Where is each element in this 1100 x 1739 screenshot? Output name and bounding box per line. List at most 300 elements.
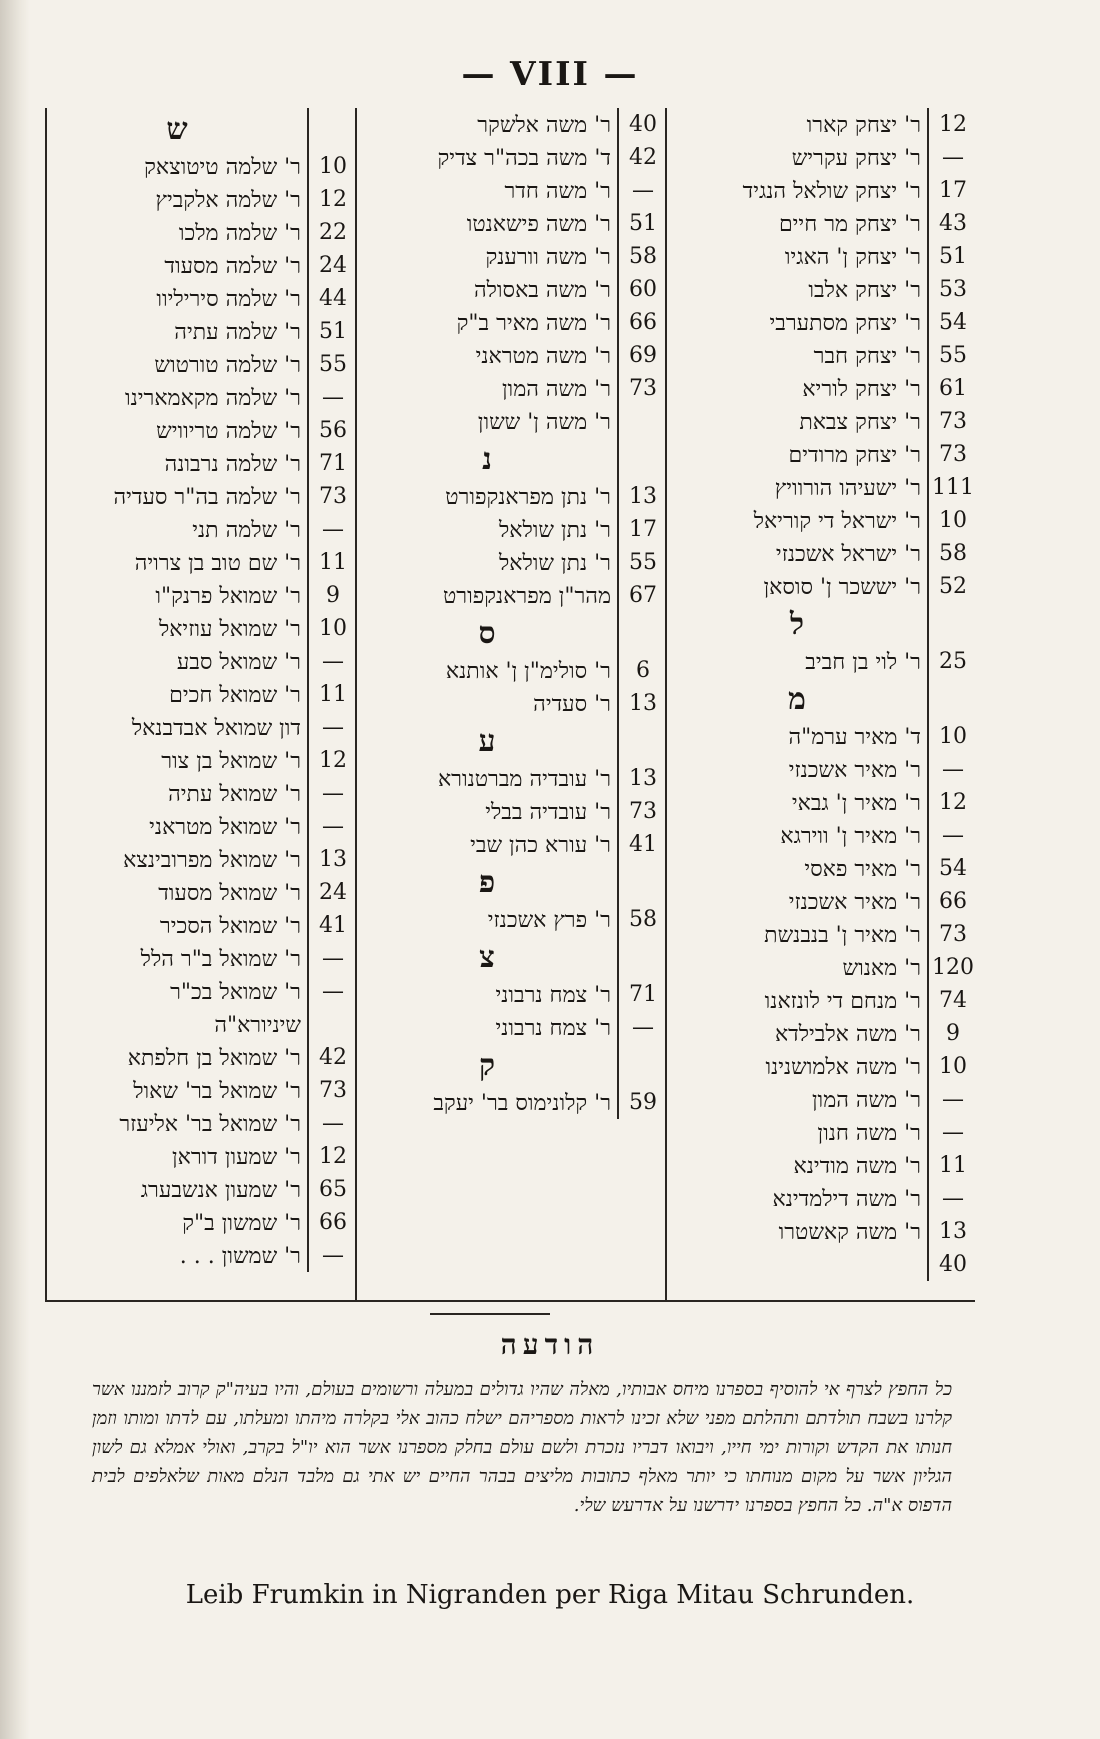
page-reference: 65: [307, 1173, 357, 1206]
page-reference: 58: [617, 903, 667, 936]
index-entry: [667, 108, 977, 141]
entry-name: ר' משה מטראני: [475, 343, 611, 369]
letter-heading-label: ש: [166, 111, 188, 147]
index-entry: [47, 612, 357, 645]
page-number: — VIII —: [461, 54, 639, 93]
index-entry: [357, 174, 667, 207]
name-index: [45, 108, 975, 1302]
index-entry: [357, 141, 667, 174]
index-entry: [47, 1173, 357, 1206]
index-entry: [667, 372, 977, 405]
index-entry: [47, 777, 357, 810]
page-reference: 58: [617, 240, 667, 273]
index-entry: [357, 828, 667, 861]
page-reference: 12: [307, 744, 357, 777]
page-reference: 73: [617, 795, 667, 828]
notice-text: כל החפץ לצרף אי להוסיף בספרנו מיחס אבותיו, מאלה שהיו גדולים במעלה ורשומים בעולם, והיו בעיה"ק קרוב לזמננו אשר קלרנו בשבח תולדתם ותהלתם מפני שלא זכינו לראות מספריהם ישלח כהוב אלי בקלרה מיהתו ומעלתו, עם לדתו ומותו וזמן חנותו את הקדש וקורות ימי חייו, ויבואו דבריו נזכרת ולשם עולם בחלק מספרנו אשר הוא יו"ל בקרב, ואולי אמלא גם לשון הגליון אשר על מקום מנוחתו כי יותר מאלף כתובות מליצים בבהר החיים יש אתי גם מלבד הנלם מאות שלאלפים לבית הדפוס א"ה. כל החפץ בספרנו ידרשנו על אדרעש שלי.: [92, 1379, 952, 1516]
index-entry: [47, 744, 357, 777]
index-entry: [357, 108, 667, 141]
entry-name: ר' מאיר ן' גבאי: [791, 790, 921, 816]
entry-name: ר' מאיר ן' בנבנשת: [764, 922, 921, 948]
entry-name: ר' קלונימוס בר' יעקב: [433, 1090, 611, 1116]
index-entry: [357, 1011, 667, 1044]
index-entry: [667, 174, 977, 207]
page-reference: [307, 108, 357, 150]
index-entry: [667, 405, 977, 438]
index-entry: [667, 852, 977, 885]
entry-name: ר' שמעון דוראן: [172, 1144, 301, 1170]
entry-name: ר' יצחק חבר: [813, 343, 921, 369]
page-reference: 59: [617, 1086, 667, 1119]
entry-name: ר' שלמה מסעוד: [164, 253, 301, 279]
index-entry: [667, 786, 977, 819]
letter-heading: [357, 936, 667, 978]
index-entry: [357, 273, 667, 306]
index-entry: [667, 645, 977, 678]
entry-name: ר' שלמה סיריליוו: [156, 286, 301, 312]
index-entry: [47, 942, 357, 975]
page-reference: [617, 936, 667, 978]
entry-name: ר' יצחק מר חיים: [778, 211, 921, 237]
index-entry: [47, 216, 357, 249]
entry-name: ר' מנחם די לונזאנו: [764, 988, 921, 1014]
letter-heading-label: ק: [478, 1047, 496, 1083]
page-reference: 52: [927, 570, 977, 603]
page-reference: 73: [927, 405, 977, 438]
entry-name: ר' משה המון: [501, 376, 611, 402]
page-reference: 73: [307, 1074, 357, 1107]
index-entry: [667, 207, 977, 240]
page-reference: [617, 1044, 667, 1086]
entry-name: ר' שלמה טריוויש: [156, 418, 301, 444]
index-entry: [357, 687, 667, 720]
page-reference: [617, 438, 667, 480]
index-entry: [667, 471, 977, 504]
index-entry: [667, 720, 977, 753]
entry-name: ד' משה בכה"ר צדיק: [437, 145, 611, 171]
page-reference: 61: [927, 372, 977, 405]
page-reference: 71: [307, 447, 357, 480]
page-reference: 54: [927, 306, 977, 339]
entry-name: ר' שלמה עתיה: [174, 319, 301, 345]
index-entry: [667, 1083, 977, 1116]
page-reference: 13: [617, 687, 667, 720]
index-entry: [667, 537, 977, 570]
entry-name: ר' שלמה מקאמארינו: [124, 385, 301, 411]
entry-name: ר' שמואל בן צור: [161, 748, 301, 774]
index-entry: [47, 711, 357, 744]
index-entry: [47, 1107, 357, 1140]
index-entry: [47, 909, 357, 942]
entry-name: ר' שמואל בר' אליעזר: [119, 1111, 301, 1137]
index-entry: [667, 1215, 977, 1248]
entry-name: ר' שמואל סבע: [176, 649, 301, 675]
page-reference: 25: [927, 645, 977, 678]
index-entry: [47, 975, 357, 1008]
page-reference: 58: [927, 537, 977, 570]
index-entry: [47, 150, 357, 183]
index-entry: [47, 1239, 357, 1272]
entry-name: ר' שמואל מסעוד: [158, 880, 301, 906]
entry-name: מהר"ן מפראנקפורט: [443, 583, 611, 609]
entry-name: ר' צמח נרבוני: [495, 982, 611, 1008]
page-reference: 10: [307, 150, 357, 183]
entry-name: ר' יצחק מרודים: [788, 442, 921, 468]
entry-name: ר' משה אלבילדא: [774, 1021, 921, 1047]
page-reference: 51: [307, 315, 357, 348]
page-reference: 24: [307, 876, 357, 909]
page-reference: 66: [617, 306, 667, 339]
index-entry: [47, 447, 357, 480]
entry-name: ר' משה חנון: [817, 1120, 921, 1146]
entry-name: ר' יצחק אלבו: [808, 277, 921, 303]
index-entry: [667, 141, 977, 174]
entry-name: ר' משה ן' ששון: [477, 409, 611, 435]
entry-name: ר' שלמה בה"ר סעדיה: [113, 484, 301, 510]
page-reference: 17: [927, 174, 977, 207]
entry-name: ר' משה באסולה: [473, 277, 611, 303]
page-reference: —: [617, 1011, 667, 1044]
page-reference: 41: [617, 828, 667, 861]
entry-name: ר' שלמה תני: [192, 517, 301, 543]
letter-heading-label: פ: [478, 864, 496, 900]
entry-name: ד' מאיר ערמ"ה: [788, 724, 921, 750]
index-entry: [667, 570, 977, 603]
index-entry: [667, 885, 977, 918]
page-reference: 42: [617, 141, 667, 174]
index-column-right: [665, 108, 977, 1300]
entry-name: ר' יצחק צבאת: [799, 409, 921, 435]
index-entry: [667, 240, 977, 273]
page-reference: 66: [927, 885, 977, 918]
page-reference: 74: [927, 984, 977, 1017]
page-reference: [617, 612, 667, 654]
page-reference: 10: [307, 612, 357, 645]
page-reference: 56: [307, 414, 357, 447]
page-reference: 12: [927, 108, 977, 141]
entry-name: ר' נתן שולאל: [498, 550, 611, 576]
entry-name: ר' שמואל עוזיאל: [158, 616, 301, 642]
entry-name: ר' משה פישאנטו: [466, 211, 611, 237]
entry-name: דון שמואל אבדבנאל: [131, 715, 301, 741]
entry-name: ר' שמואל מפרובינצא: [123, 847, 301, 873]
index-entry: [667, 918, 977, 951]
page-reference: 43: [927, 207, 977, 240]
index-entry: [47, 810, 357, 843]
index-entry: [667, 951, 977, 984]
page-reference: —: [927, 1182, 977, 1215]
page-reference: 10: [927, 1050, 977, 1083]
entry-name: ר' מאנוש: [842, 955, 921, 981]
entry-name: ר' יצחק ן' האגיו: [784, 244, 921, 270]
index-entry: [47, 381, 357, 414]
publisher-address: Leib Frumkin in Nigranden per Riga Mitau Schrunden.: [185, 1580, 915, 1610]
entry-name: ר' משה המון: [811, 1087, 921, 1113]
page-reference: —: [307, 711, 357, 744]
index-entry: [47, 876, 357, 909]
entry-name: ר' משה אלמושנינו: [765, 1054, 921, 1080]
entry-name: ר' שמואל פרנק"ו: [155, 583, 301, 609]
entry-name: ר' ישראל אשכנזי: [775, 541, 921, 567]
page-reference: 13: [307, 843, 357, 876]
index-entry: [47, 1140, 357, 1173]
letter-heading: [357, 861, 667, 903]
index-entry: [357, 903, 667, 936]
page-reference: —: [927, 753, 977, 786]
page-reference: 55: [617, 546, 667, 579]
page-reference: —: [307, 975, 357, 1008]
entry-name: ר' ישעיהו הורוויץ: [774, 475, 921, 501]
letter-heading-label: מ: [788, 681, 806, 717]
page-reference: 60: [617, 273, 667, 306]
index-entry: [357, 240, 667, 273]
page-reference: 11: [307, 546, 357, 579]
page-reference: 73: [617, 372, 667, 405]
entry-name: ר' מאיר אשכנזי: [788, 757, 921, 783]
index-entry: [47, 579, 357, 612]
page-reference: 55: [927, 339, 977, 372]
page-reference: 51: [927, 240, 977, 273]
page-reference: 55: [307, 348, 357, 381]
entry-name: ר' נתן שולאל: [498, 517, 611, 543]
entry-name: שיניורא"ה: [214, 1012, 301, 1038]
entry-name: ר' סולימ"ן ן' אותנא: [445, 658, 611, 684]
page-reference: 40: [927, 1248, 977, 1281]
entry-name: ר' עורא כהן שבי: [470, 832, 611, 858]
page-reference: 66: [307, 1206, 357, 1239]
page-reference: —: [307, 942, 357, 975]
index-entry: [357, 654, 667, 687]
index-entry: [47, 1041, 357, 1074]
index-entry: [357, 306, 667, 339]
index-entry: [667, 1050, 977, 1083]
page-reference: 69: [617, 339, 667, 372]
page-reference: [927, 678, 977, 720]
entry-name: ר' יצחק קארו: [806, 112, 921, 138]
index-entry: [47, 348, 357, 381]
index-entry: [47, 546, 357, 579]
page-reference: —: [927, 1116, 977, 1149]
page-reference: —: [927, 1083, 977, 1116]
page-reference: 73: [307, 480, 357, 513]
index-entry: [47, 678, 357, 711]
index-entry: [47, 513, 357, 546]
entry-name: ר' שמואל עתיה: [168, 781, 301, 807]
page-reference: [617, 720, 667, 762]
entry-name: ר' ישראל די קוריאל: [753, 508, 921, 534]
letter-heading: [357, 612, 667, 654]
page-reference: 10: [927, 504, 977, 537]
page-reference: 54: [927, 852, 977, 885]
page-reference: 11: [927, 1149, 977, 1182]
index-entry: [357, 372, 667, 405]
index-column-left: [45, 108, 357, 1300]
index-entry: [667, 753, 977, 786]
index-entry: [47, 645, 357, 678]
entry-name: ר' נתן מפראנקפורט: [445, 484, 611, 510]
index-entry: [47, 249, 357, 282]
entry-name: ר' שמעון אנשבערג: [140, 1177, 301, 1203]
entry-name: ר' צמח נרבוני: [495, 1015, 611, 1041]
index-entry: [357, 546, 667, 579]
entry-name: ר' שלמה טורטוש: [154, 352, 301, 378]
page-reference: 24: [307, 249, 357, 282]
entry-name: ר' שמואל הסכיר: [159, 913, 301, 939]
page-reference: —: [307, 1107, 357, 1140]
entry-name: ר' מאיר אשכנזי: [788, 889, 921, 915]
entry-name: ר' עובדיה מברטנורא: [437, 766, 611, 792]
entry-name: ר' יצחק מסתערבי: [769, 310, 921, 336]
entry-name: ר' משה וורענק: [485, 244, 611, 270]
entry-name: ר' שם טוב בן צרויה: [134, 550, 301, 576]
index-entry: [47, 315, 357, 348]
entry-name: ר' עובדיה בבלי: [485, 799, 611, 825]
entry-name: ר' פרץ אשכנזי: [487, 907, 611, 933]
page-reference: 53: [927, 273, 977, 306]
index-entry: [47, 843, 357, 876]
page-reference: 40: [617, 108, 667, 141]
index-entry: [667, 1116, 977, 1149]
letter-heading-label: צ: [479, 939, 495, 975]
index-entry: [47, 414, 357, 447]
entry-name: ר' שלמה נרבונה: [164, 451, 301, 477]
page-reference: —: [617, 174, 667, 207]
index-entry: [47, 1206, 357, 1239]
page-edge: [0, 0, 30, 1739]
page-reference: 17: [617, 513, 667, 546]
index-entry: [667, 1182, 977, 1215]
page-reference: 120: [927, 951, 977, 984]
page-reference: [617, 405, 667, 438]
index-entry: [667, 438, 977, 471]
page-reference: 11: [307, 678, 357, 711]
letter-heading-label: נ: [482, 441, 492, 477]
entry-name: ר' משה מאיר ב"ק: [456, 310, 611, 336]
page-reference: 12: [307, 1140, 357, 1173]
index-entry: [357, 339, 667, 372]
page-reference: 73: [927, 438, 977, 471]
letter-heading: [357, 438, 667, 480]
entry-name: ר' יששכר ן' סוסאן: [763, 574, 921, 600]
page-reference: 44: [307, 282, 357, 315]
entry-name: ר' יצחק לוריא: [802, 376, 921, 402]
page-reference: —: [307, 513, 357, 546]
entry-name: ר' שמואל מטראני: [149, 814, 301, 840]
entry-name: ר' יצחק עקריש: [791, 145, 921, 171]
notice-title: הודעה: [500, 1328, 600, 1361]
index-entry: [667, 504, 977, 537]
index-entry: [357, 513, 667, 546]
index-entry: [357, 795, 667, 828]
index-entry: [47, 183, 357, 216]
page-reference: 51: [617, 207, 667, 240]
letter-heading: [357, 720, 667, 762]
index-entry: [357, 405, 667, 438]
index-entry: [667, 273, 977, 306]
page-reference: 13: [617, 480, 667, 513]
page-reference: 12: [927, 786, 977, 819]
entry-name: ר' שמשון ב"ק: [182, 1210, 301, 1236]
entry-name: ר' לוי בן חביב: [805, 649, 921, 675]
page-reference: 12: [307, 183, 357, 216]
letter-heading: [667, 603, 977, 645]
letter-heading: [667, 678, 977, 720]
index-entry: [357, 978, 667, 1011]
page-reference: [927, 603, 977, 645]
entry-name: ר' משה דילמדינא: [772, 1186, 921, 1212]
page-reference: —: [927, 819, 977, 852]
letter-heading-label: ל: [789, 606, 805, 642]
page-reference: 41: [307, 909, 357, 942]
page-reference: 67: [617, 579, 667, 612]
entry-name: ר' שלמה מלכו: [178, 220, 301, 246]
letter-heading: [47, 108, 357, 150]
index-entry: [667, 1149, 977, 1182]
index-entry: [357, 1086, 667, 1119]
entry-name: ר' מאיר ן' ווירגא: [780, 823, 921, 849]
entry-name: ר' מאיר פאסי: [804, 856, 921, 882]
index-entry: [357, 762, 667, 795]
index-entry: [667, 1017, 977, 1050]
entry-name: ר' שמשון . . .: [179, 1243, 301, 1269]
page-reference: 6: [617, 654, 667, 687]
page-reference: 73: [927, 918, 977, 951]
index-entry: [667, 306, 977, 339]
page-reference: 42: [307, 1041, 357, 1074]
index-entry: [47, 1008, 357, 1041]
index-entry: [357, 207, 667, 240]
entry-name: ר' שלמה אלקביץ: [155, 187, 301, 213]
entry-name: ר' שלמה טיטוצאק: [144, 154, 301, 180]
page-reference: 10: [927, 720, 977, 753]
index-entry: [47, 1074, 357, 1107]
entry-name: ר' שמואל בר' שאול: [133, 1078, 301, 1104]
index-entry: [357, 579, 667, 612]
page-reference: —: [307, 381, 357, 414]
page-reference: 111: [927, 471, 977, 504]
page-reference: 9: [307, 579, 357, 612]
page-reference: —: [307, 777, 357, 810]
index-entry: [667, 339, 977, 372]
entry-name: ר' משה אלשקר: [477, 112, 611, 138]
page-reference: 71: [617, 978, 667, 1011]
entry-name: ר' שמואל ב"ר הלל: [140, 946, 301, 972]
page-reference: —: [307, 1239, 357, 1272]
index-entry: [357, 480, 667, 513]
page-reference: —: [307, 810, 357, 843]
entry-name: ר' משה מודינא: [793, 1153, 921, 1179]
page-reference: [617, 861, 667, 903]
index-entry: [47, 480, 357, 513]
page-reference: —: [307, 645, 357, 678]
entry-name: ר' משה קאשטרו: [778, 1219, 921, 1245]
index-entry: [47, 282, 357, 315]
index-column-middle: [355, 108, 667, 1300]
index-entry: [667, 984, 977, 1017]
letter-heading-label: ס: [478, 615, 496, 651]
entry-name: ר' סעדיה: [533, 691, 611, 717]
page-reference: 22: [307, 216, 357, 249]
entry-name: ר' שמואל חכים: [169, 682, 301, 708]
entry-name: ר' שמואל בן חלפתא: [127, 1045, 301, 1071]
separator-rule: [430, 1313, 550, 1315]
page-reference: [307, 1008, 357, 1041]
entry-name: ר' משה חדר: [504, 178, 611, 204]
page-reference: 9: [927, 1017, 977, 1050]
entry-name: ר' יצחק שולאל הנגיד: [742, 178, 921, 204]
index-entry: [667, 1248, 977, 1281]
entry-name: ר' שמואל בכ"ר: [170, 979, 301, 1005]
